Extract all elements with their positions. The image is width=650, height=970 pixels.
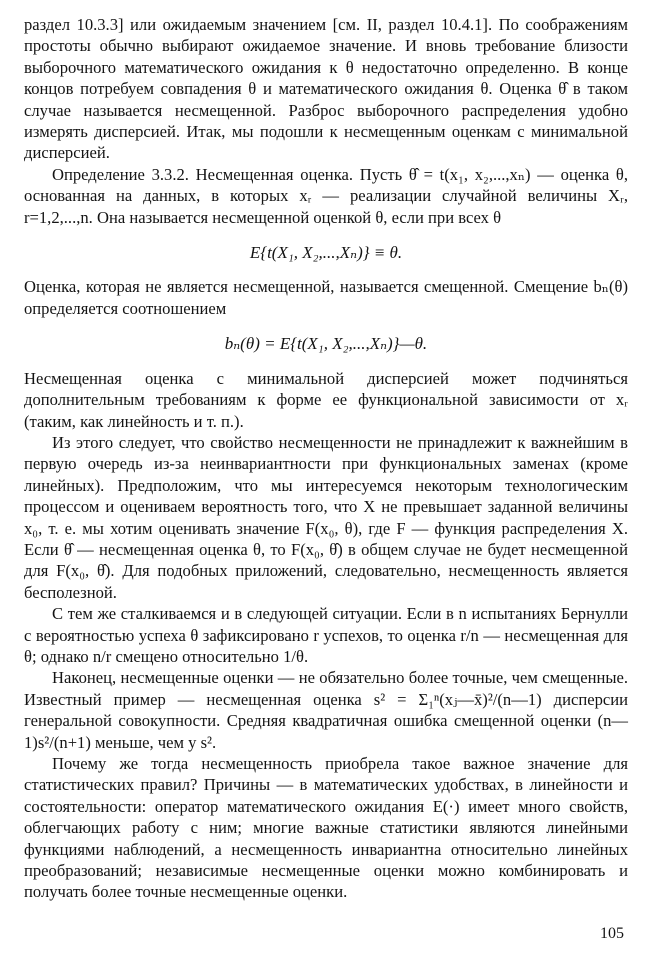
paragraph: Почему же тогда несмещенность приобрела такое важное значение для статистических правил? Причины — в математических удобствах, в линейности и состоятельности: оператор математического ожидания E(·) имеет много свойств, облегчающих работу с ним; многие важные статистики являются линейными функциями наблюдений, а несмещенность инвариантна относительно линейных преобразований; независимые несмещенные оценки можно комбинировать и получать более точные несмещенные оценки.: [24, 754, 628, 902]
page-number: 105: [600, 925, 624, 942]
paragraph: Оценка, которая не является несмещенной, называется смещенной. Смещение bₙ(θ) определяется соотношением: [24, 277, 628, 318]
paragraph: Из этого следует, что свойство несмещенности не принадлежит к важнейшим в первую очередь из-за неинвариантности при функциональных заменах (кроме линейных). Предположим, что мы интересуемся некоторым технологическим процессом и оцениваем вероятность того, что X не превышает заданной величины x₀, т. е. мы хотим оценивать значение F(x₀, θ), где F — функция распределения X. Если θ̂ — несмещенная оценка θ, то F(x₀, θ̂) в общем случае не будет несмещенной для F(x₀, θ̂). Для подобных приложений, следовательно, несмещенность является бесполезной.: [24, 432, 628, 602]
formula-bias: bₙ(θ) = E{t(X₁, X₂,...,Xₙ)}—θ.: [224, 334, 428, 354]
body-text: [24, 14, 628, 903]
paragraph: раздел 10.3.3] или ожидаемым значением [см. II, раздел 10.4.1]. По соображениям простоты обычно выбирают ожидаемое значение. И вновь требование близости выборочного математического ожидания к θ недостаточно определенно. В конце концов потребуем совпадения θ и математического ожидания θ. Оценка θ̂ в таком случае называется несмещенной. Разброс выборочного распределения удобно измерять дисперсией. Итак, мы подошли к несмещенным оценкам с минимальной дисперсией.: [24, 15, 628, 163]
paragraph: С тем же сталкиваемся и в следующей ситуации. Если в n испытаниях Бернулли с вероятностью успеха θ зафиксировано r успехов, то оценка r/n — несмещенная для θ; однако n/r смещено относительно 1/θ.: [24, 604, 628, 666]
definition-paragraph: Определение 3.3.2. Несмещенная оценка. Пусть θ̂ = t(x₁, x₂,...,xₙ) — оценка θ, основанная на данных, в которых xᵣ — реализации случайной величины Xᵣ, r=1,2,...,n. Она называется несмещенной оценкой θ, если при всех θ: [24, 164, 628, 227]
paragraph: Наконец, несмещенные оценки — не обязательно более точные, чем смещенные. Известный пример — несмещенная оценка s² = Σ₁ⁿ(xⱼ—x̄)²/(n—1) дисперсии генеральной совокупности. Средняя квадратичная ошибка смещенной оценки (n—1)s²/(n+1) меньше, чем у s².: [24, 668, 628, 752]
formula-unbiased: E{t(X₁, X₂,...,Xₙ)} ≡ θ.: [249, 243, 403, 263]
paragraph: Несмещенная оценка с минимальной дисперсией может подчиняться дополнительным требованиям к форме ее функциональной зависимости от xᵣ (таким, как линейность и т. п.).: [24, 368, 628, 431]
